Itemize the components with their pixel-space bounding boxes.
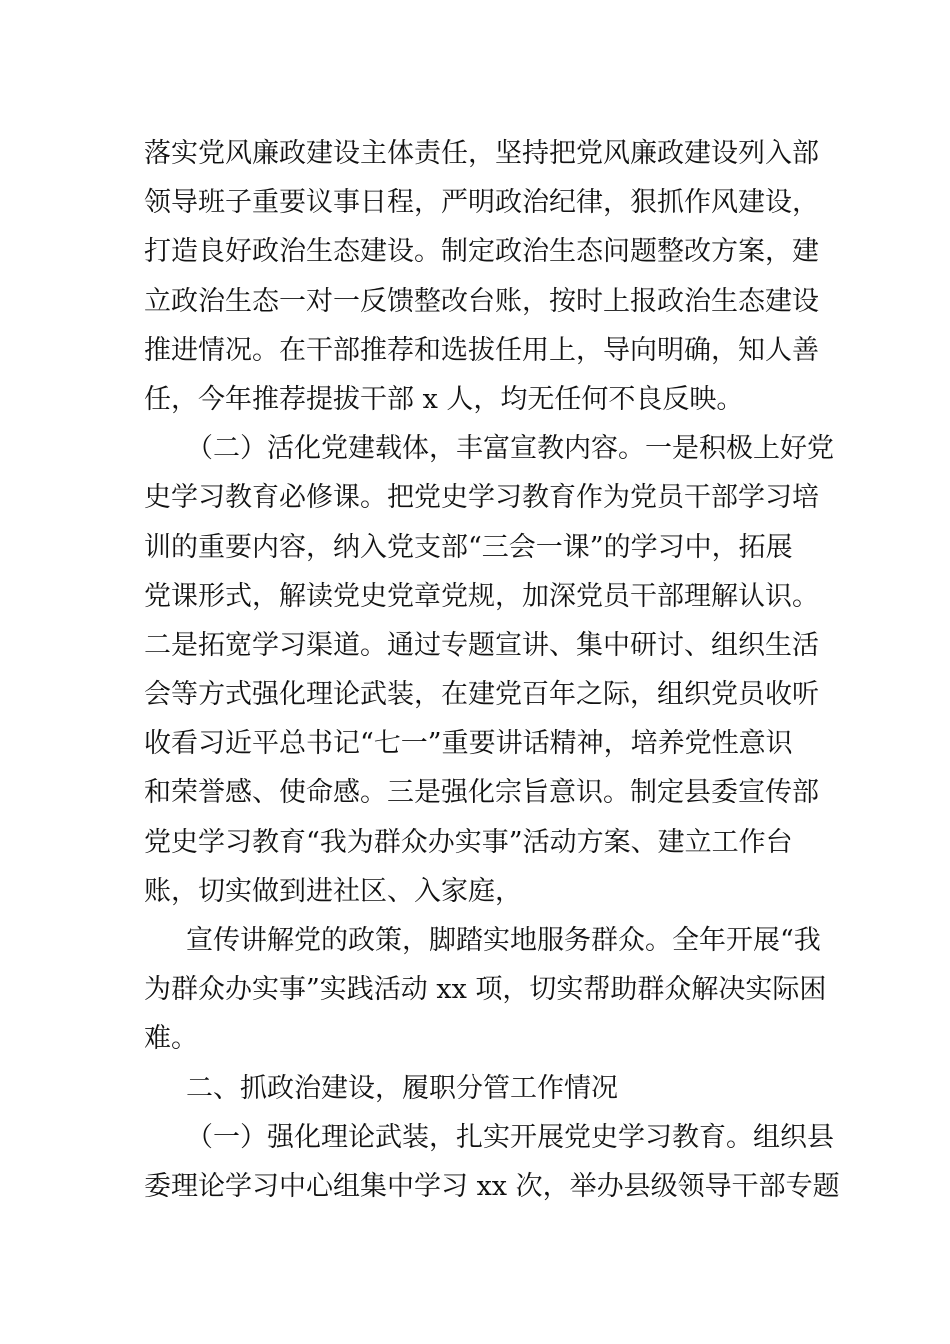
document-body: [144, 129, 840, 1211]
text-line: 党课形式，解读党史党章党规，加深党员干部理解认识。: [144, 580, 819, 612]
section-heading: 二、抓政治建设，履职分管工作情况: [186, 1072, 618, 1104]
text-line: 会等方式强化理论武装，在建党百年之际，组织党员收听: [144, 679, 819, 711]
paragraph-start-line: （二）活化党建载体，丰富宣教内容。一是积极上好党: [186, 433, 834, 465]
text-line: 党史学习教育“我为群众办实事”活动方案、建立工作台: [144, 826, 793, 858]
text-line: 打造良好政治生态建设。制定政治生态问题整改方案，建: [144, 236, 819, 268]
text-line: 任，今年推荐提拔干部 x 人，均无任何不良反映。: [144, 383, 744, 415]
text-line: 二是拓宽学习渠道。通过专题宣讲、集中研讨、组织生活: [144, 629, 819, 661]
paragraph-start-line: 宣传讲解党的政策，脚踏实地服务群众。全年开展“我: [186, 925, 821, 956]
text-line: 难。: [144, 1023, 198, 1055]
paragraph-start-line: （一）强化理论武装，扎实开展党史学习教育。组织县: [186, 1121, 834, 1153]
text-line: 收看习近平总书记“七一”重要讲话精神，培养党性意识: [144, 728, 793, 760]
text-line: 史学习教育必修课。把党史学习教育作为党员干部学习培: [144, 482, 819, 514]
text-line: 立政治生态一对一反馈整改台账，按时上报政治生态建设: [144, 285, 819, 317]
text-line: 推进情况。在干部推荐和选拔任用上，导向明确，知人善: [144, 334, 819, 366]
text-line: 训的重要内容，纳入党支部“三会一课”的学习中，拓展: [144, 531, 793, 563]
text-line: 账，切实做到进社区、入家庭，: [144, 875, 522, 907]
text-line: 和荣誉感、使命感。三是强化宗旨意识。制定县委宣传部: [144, 777, 819, 809]
text-line: 为群众办实事”实践活动 xx 项，切实帮助群众解决实际困: [144, 974, 827, 1006]
text-line: 落实党风廉政建设主体责任，坚持把党风廉政建设列入部: [144, 138, 819, 169]
text-line: 委理论学习中心组集中学习 xx 次，举办县级领导干部专题: [144, 1170, 840, 1202]
text-line: 领导班子重要议事日程，严明政治纪律，狠抓作风建设，: [144, 187, 819, 219]
